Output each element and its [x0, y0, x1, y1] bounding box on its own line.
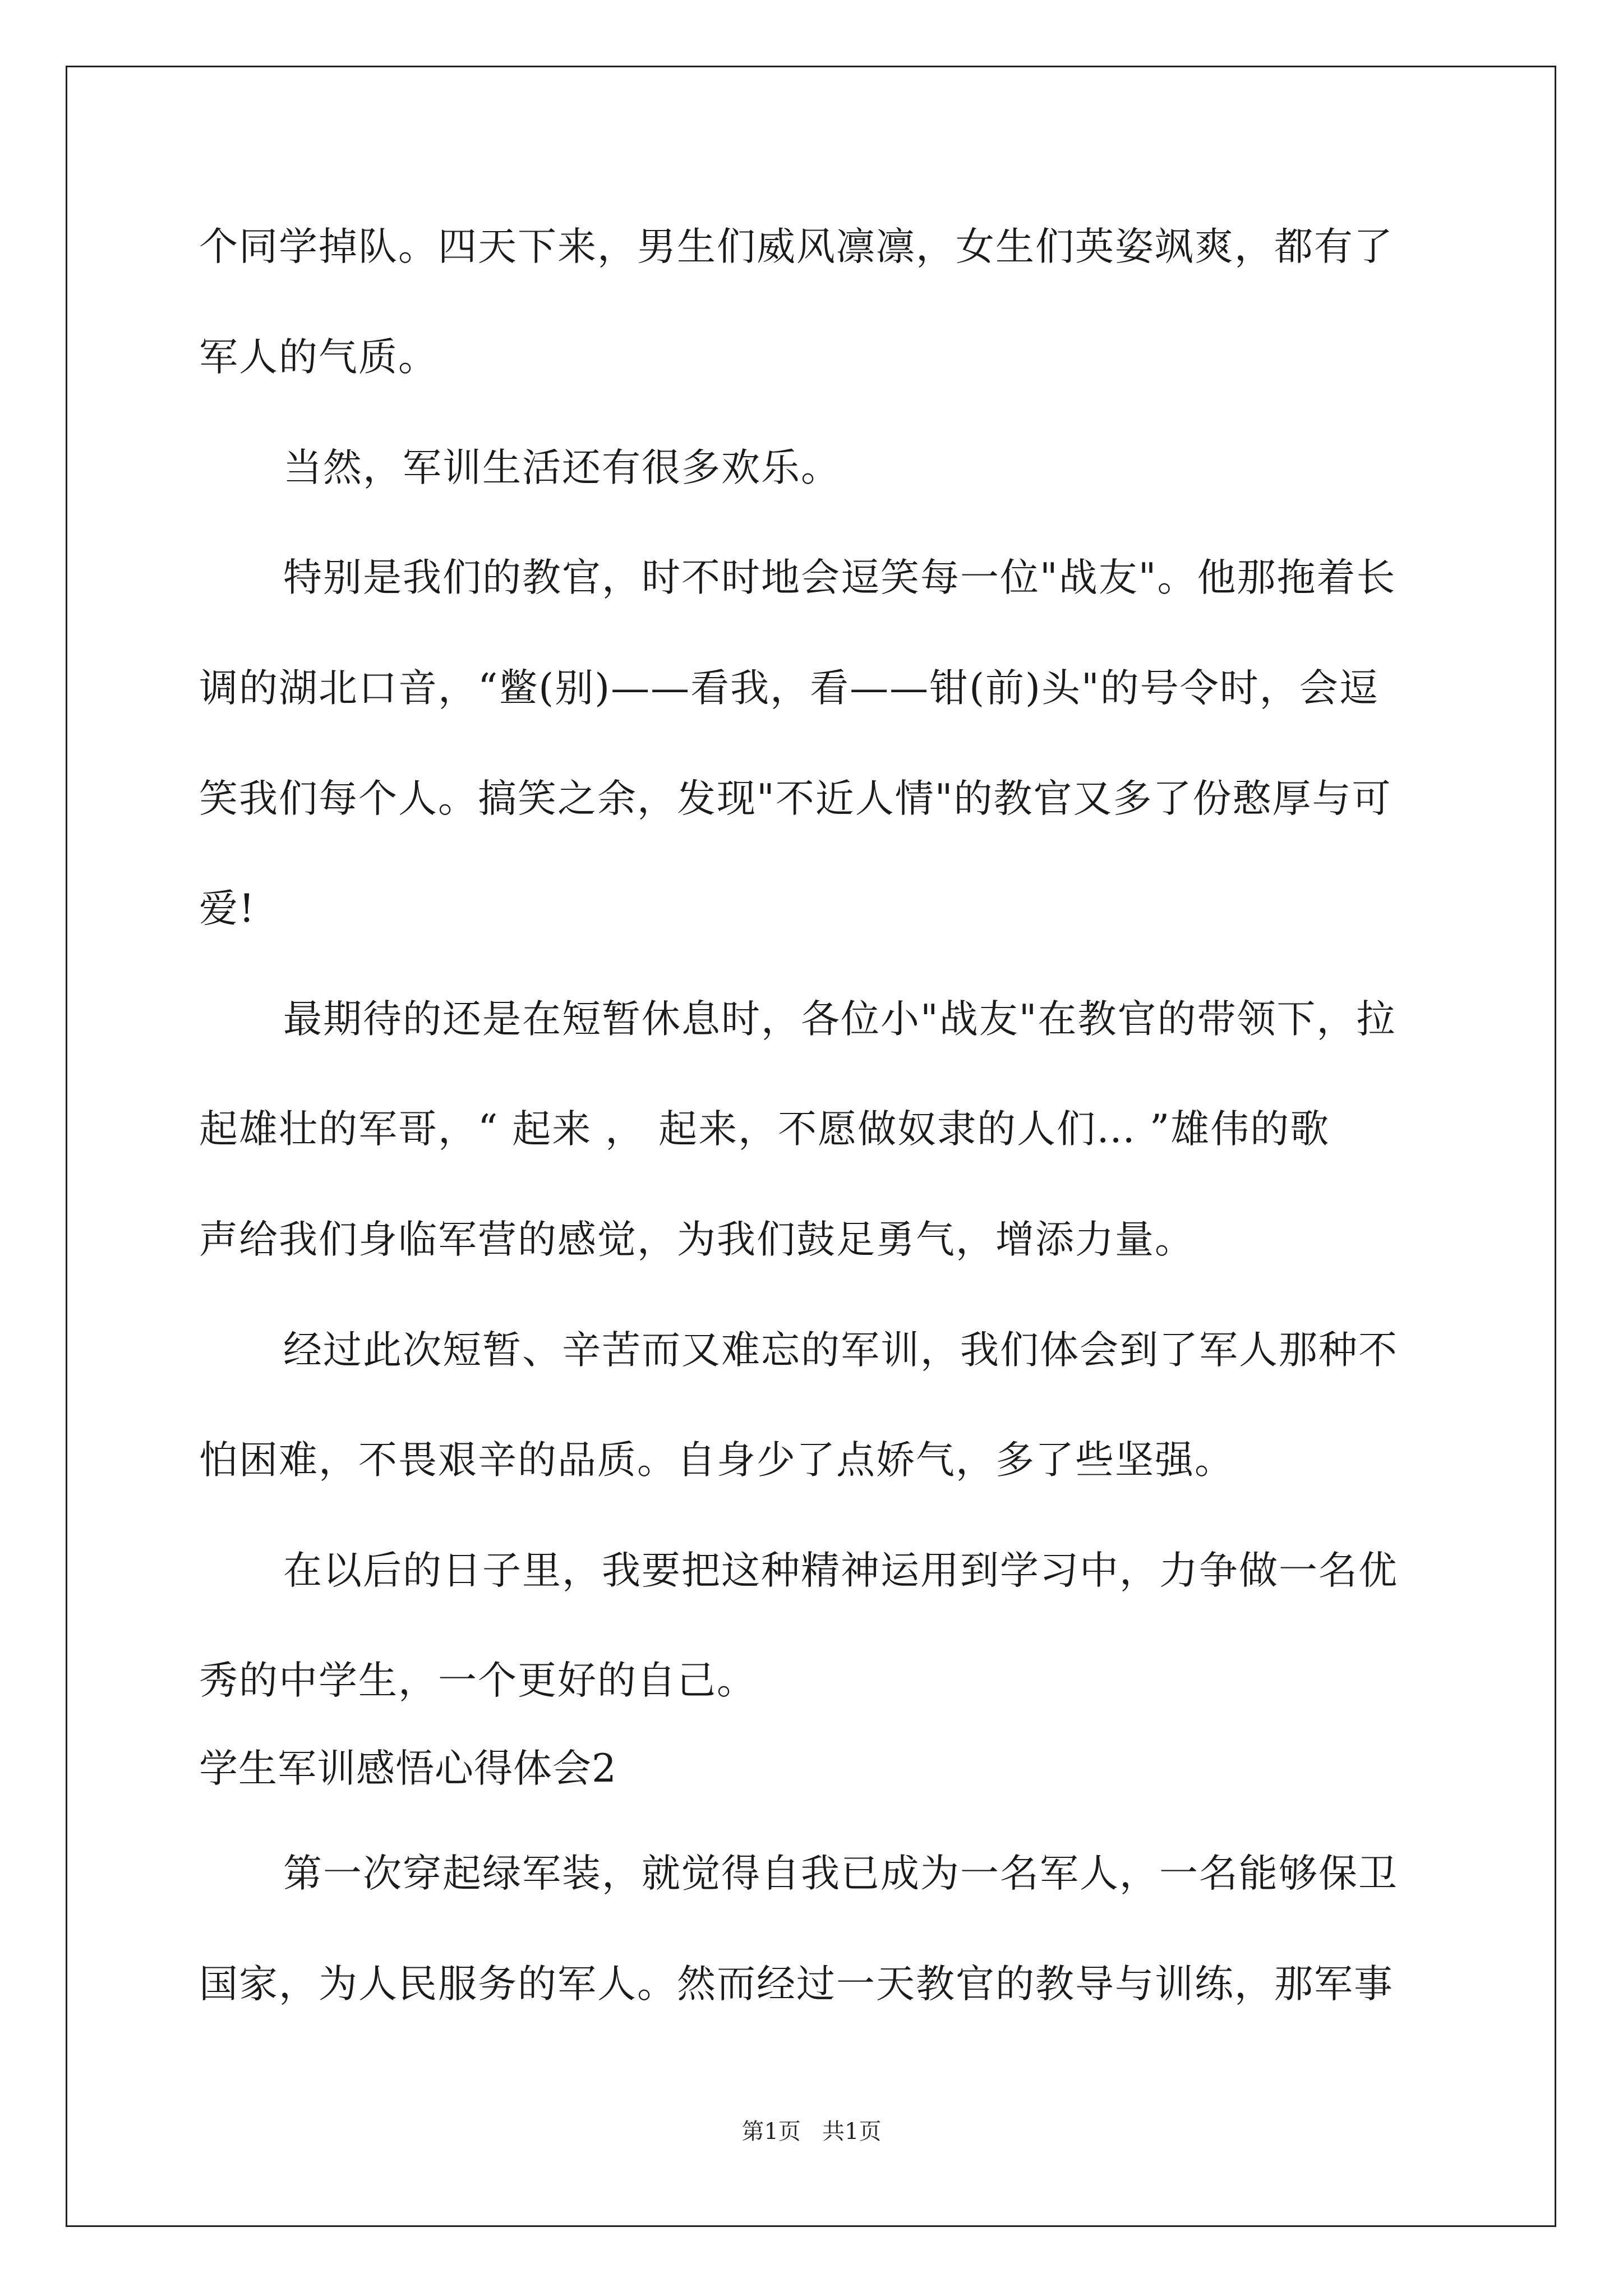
paragraph-line: 经过此次短暂、辛苦而又难忘的军训，我们体会到了军人那种不 — [283, 1328, 1398, 1373]
paragraph-line: 第一次穿起绿军装，就觉得自我已成为一名军人，一名能够保卫 — [283, 1851, 1398, 1896]
paragraph-line: 特别是我们的教官，时不时地会逗笑每一位"战友"。他那拖着长 — [283, 555, 1396, 600]
text-line: 调的湖北口音，“鳖(别)——看我，看——钳(前)头"的号令时，会逗 — [199, 666, 1379, 711]
text-line: 秀的中学生，一个更好的自己。 — [199, 1658, 757, 1703]
paragraph-line: 当然，军训生活还有很多欢乐。 — [283, 445, 841, 490]
section-heading: 学生军训感悟心得体会2 — [199, 1746, 617, 1791]
text-line: 军人的气质。 — [199, 335, 438, 380]
text-line: 怕困难，不畏艰辛的品质。自身少了点娇气，多了些坚强。 — [199, 1438, 1234, 1483]
text-line: 笑我们每个人。搞笑之余，发现"不近人情"的教官又多了份憨厚与可 — [199, 776, 1392, 821]
paragraph-line: 最期待的还是在短暂休息时，各位小"战友"在教官的带领下，拉 — [283, 997, 1396, 1042]
paragraph-line: 在以后的日子里，我要把这种精神运用到学习中，力争做一名优 — [283, 1548, 1398, 1593]
page-number-footer: 第1页 共1页 — [741, 2119, 882, 2145]
text-line: 起雄壮的军哥，“ 起来 ， 起来，不愿做奴隶的人们… ”雄伟的歌 — [199, 1107, 1330, 1152]
text-line: 声给我们身临军营的感觉，为我们鼓足勇气，增添力量。 — [199, 1217, 1195, 1262]
text-line: 国家，为人民服务的军人。然而经过一天教官的教导与训练，那军事 — [199, 1962, 1394, 2007]
text-line: 爱! — [199, 886, 256, 931]
text-line: 个同学掉队。四天下来，男生们威风凛凛，女生们英姿飒爽，都有了 — [199, 224, 1394, 269]
